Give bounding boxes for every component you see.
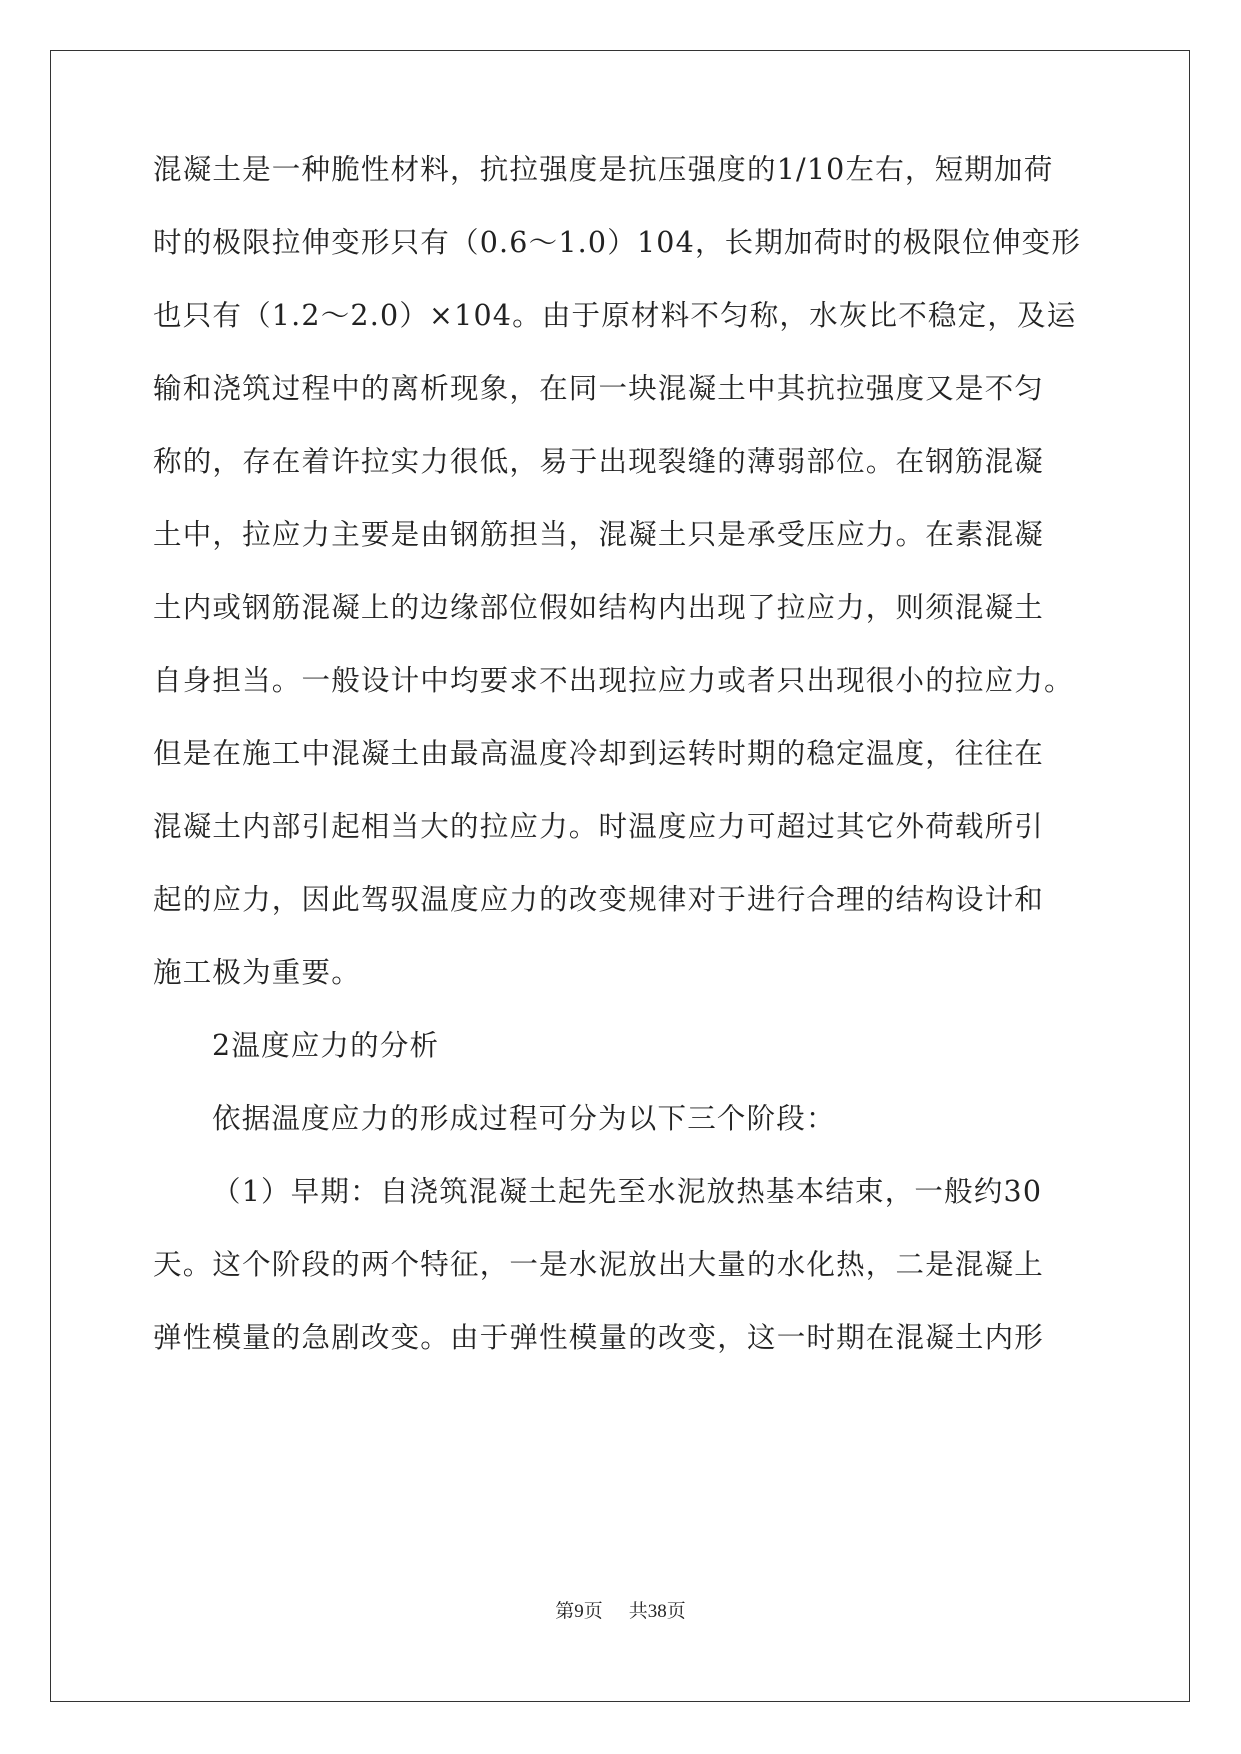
paragraph-line: 起的应力，因此驾驭温度应力的改变规律对于进行合理的结构设计和 xyxy=(153,883,1045,916)
paragraph-line: 也只有（1.2～2.0）×104。由于原材料不匀称，水灰比不稳定，及运 xyxy=(153,299,1077,332)
paragraph-line: 混凝土是一种脆性材料，抗拉强度是抗压强度的1/10左右，短期加荷 xyxy=(153,153,1054,186)
paragraph-line: 依据温度应力的形成过程可分为以下三个阶段： xyxy=(212,1102,836,1135)
paragraph-line: 称的，存在着许拉实力很低，易于出现裂缝的薄弱部位。在钢筋混凝 xyxy=(153,445,1045,478)
paragraph-line: 混凝土内部引起相当大的拉应力。时温度应力可超过其它外荷载所引 xyxy=(153,810,1045,843)
paragraph-line: 但是在施工中混凝土由最高温度冷却到运转时期的稳定温度，往往在 xyxy=(153,737,1045,770)
paragraph-line: 弹性模量的急剧改变。由于弹性模量的改变，这一时期在混凝土内形 xyxy=(153,1321,1045,1354)
page-number: 第9页 xyxy=(555,1601,603,1622)
page-total: 共38页 xyxy=(628,1601,686,1622)
section-heading: 2温度应力的分析 xyxy=(212,1029,440,1062)
paragraph-line: 自身担当。一般设计中均要求不出现拉应力或者只出现很小的拉应力。 xyxy=(153,664,1074,697)
page-footer xyxy=(0,1596,1241,1623)
paragraph-line: 输和浇筑过程中的离析现象，在同一块混凝土中其抗拉强度又是不匀 xyxy=(153,372,1045,405)
paragraph-line: 时的极限拉伸变形只有（0.6～1.0）104，长期加荷时的极限位伸变形 xyxy=(153,226,1082,259)
paragraph-line: 天。这个阶段的两个特征，一是水泥放出大量的水化热，二是混凝上 xyxy=(153,1248,1045,1281)
paragraph-line: （1）早期：自浇筑混凝土起先至水泥放热基本结束，一般约30 xyxy=(212,1175,1043,1208)
paragraph-line: 施工极为重要。 xyxy=(153,956,361,989)
paragraph-line: 土内或钢筋混凝上的边缘部位假如结构内出现了拉应力，则须混凝土 xyxy=(153,591,1045,624)
paragraph-line: 土中，拉应力主要是由钢筋担当，混凝土只是承受压应力。在素混凝 xyxy=(153,518,1045,551)
